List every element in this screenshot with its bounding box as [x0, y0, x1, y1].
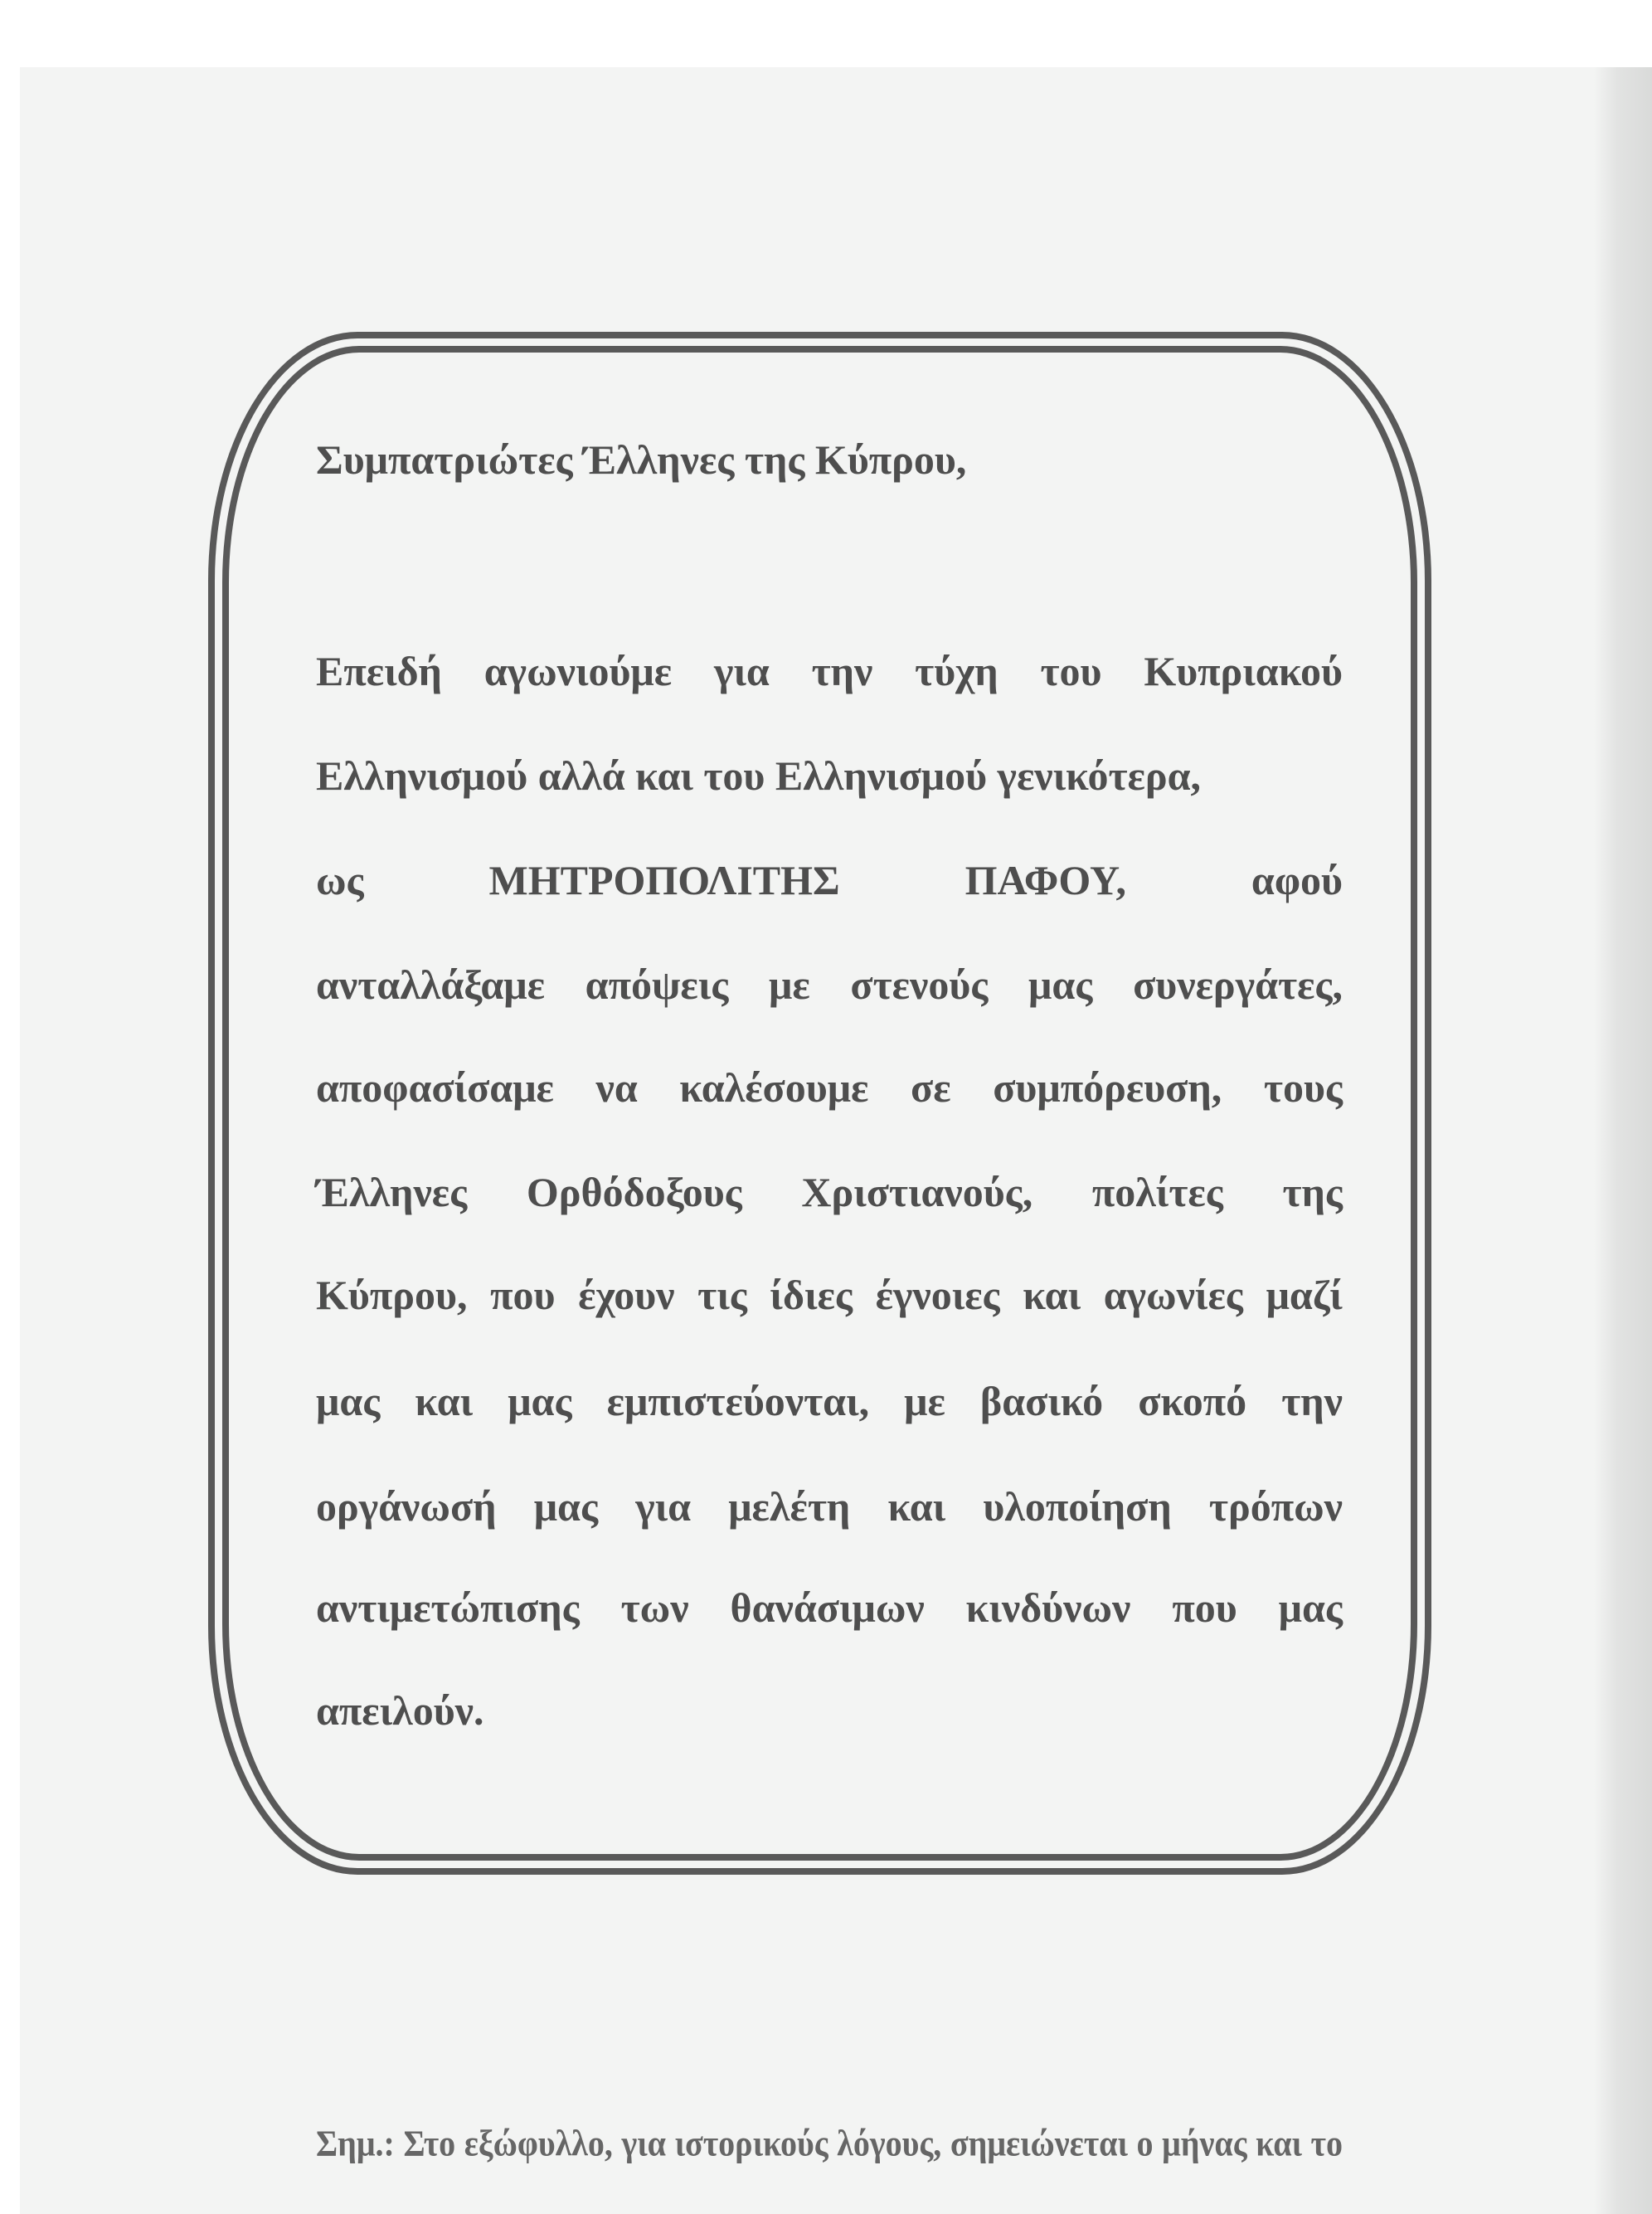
paragraph-line: Έλληνες Ορθόδοξους Χριστιανούς, πολίτες της — [316, 1169, 1343, 1215]
page-edge-shadow — [1594, 67, 1652, 2214]
paragraph-line: οργάνωσή μας για μελέτη και υλοποίηση τρόπων — [316, 1483, 1343, 1530]
paragraph-line: Ελληνισμού αλλά και του Ελληνισμού γενικότερα, — [316, 752, 1202, 799]
paragraph-line: μας και μας εμπιστεύονται, με βασικό σκοπό την — [316, 1378, 1343, 1424]
paragraph-line: ανταλλάξαμε απόψεις με στενούς μας συνεργάτες, — [316, 961, 1343, 1008]
paragraph-line: απειλούν. — [316, 1687, 484, 1734]
paragraph-line: αντιμετώπισης των θανάσιμων κινδύνων που μας — [316, 1584, 1343, 1631]
salutation: Συμπατριώτες Έλληνες της Κύπρου, — [316, 436, 967, 483]
paragraph-line: ως ΜΗΤΡΟΠΟΛΙΤΗΣ ΠΑΦΟΥ, αφού — [316, 857, 1343, 903]
paragraph-line: Επειδή αγωνιούμε για την τύχη του Κυπριακού — [316, 648, 1343, 694]
paragraph-line: αποφασίσαμε να καλέσουμε σε συμπόρευση, τους — [316, 1064, 1343, 1111]
footnote: Σημ.: Στο εξώφυλλο, για ιστορικούς λόγους, σημειώνεται ο μήνας και το — [316, 2122, 1343, 2164]
paragraph-line: Κύπρου, που έχουν τις ίδιες έγνοιες και αγωνίες μαζί — [316, 1272, 1343, 1318]
